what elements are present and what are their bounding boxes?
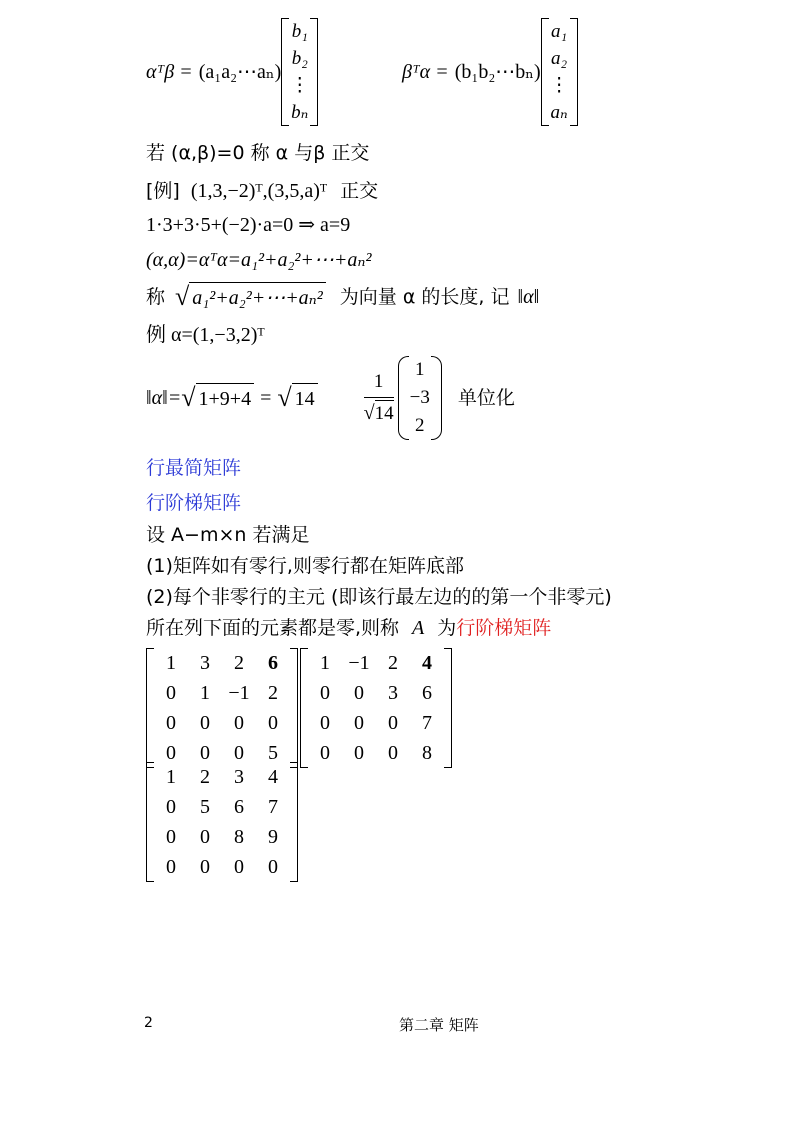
matrix-cell: 0 — [234, 712, 244, 734]
matrix-1 — [146, 648, 298, 768]
matrix-cell: 3 — [200, 652, 210, 674]
radical-sign: √ — [277, 383, 292, 412]
matrix-cell: 0 — [234, 856, 244, 878]
vector-entry-2: −3 — [409, 387, 430, 408]
vector-entry-1: 1 — [414, 359, 425, 380]
matrix-cell: 0 — [200, 856, 210, 878]
matrix-cell: 0 — [200, 742, 210, 764]
matrix-cell: 2 — [200, 766, 210, 788]
row-vector-a: (a₁a₂⋯aₙ) — [198, 61, 282, 83]
col-b-n: bₙ — [291, 102, 309, 123]
sum-squares-radicand: a₁²+a₂²+⋯+aₙ² — [189, 282, 326, 312]
heading-row-echelon: 行阶梯矩阵 — [146, 492, 242, 514]
page-number: 2 — [144, 1015, 153, 1031]
vector-entry-3: 2 — [414, 415, 425, 436]
radicand-1-9-4: 1+9+4 — [196, 383, 255, 413]
length-definition — [146, 282, 539, 312]
matrix-cell: 0 — [234, 742, 244, 764]
cond3-mid: 为 — [437, 617, 457, 639]
matrix-cell: 1 — [320, 652, 330, 674]
column-vector-a — [541, 18, 578, 126]
normalize-label: 单位化 — [457, 387, 515, 409]
norm-lhs: ‖α‖= — [146, 387, 182, 409]
matrix-cell: 1 — [166, 652, 176, 674]
norm-computation — [146, 358, 515, 438]
col-a-1: a₁ — [551, 21, 568, 42]
matrix-cell: 4 — [268, 766, 278, 788]
matrix-cell: 0 — [200, 712, 210, 734]
radical-sign: √ — [175, 282, 190, 311]
matrix-cell: 0 — [166, 796, 176, 818]
matrix-cell: 6 — [422, 682, 432, 704]
matrix-cell: 6 — [268, 652, 278, 674]
matrix-cell: 3 — [388, 682, 398, 704]
matrix-cell: 7 — [422, 712, 432, 734]
matrix-cell: 0 — [354, 712, 364, 734]
sqrt-1-9-4 — [181, 383, 254, 413]
radical-sign: √ — [363, 402, 375, 424]
equals-sign: = — [260, 387, 272, 409]
matrix-cell: 0 — [354, 742, 364, 764]
example1-vectors: (1,3,−2)ᵀ,(3,5,a)ᵀ — [190, 180, 328, 202]
length-prefix: 称 — [146, 286, 166, 308]
matrix-cell: 4 — [422, 652, 432, 674]
lhs-alpha-t-beta: αᵀβ = — [146, 61, 193, 83]
vector-1-neg3-2 — [398, 356, 442, 440]
col-b-dots: ⋮ — [290, 75, 310, 96]
heading-row-simplest: 行最简矩阵 — [146, 457, 242, 479]
echelon-intro: 设 A−m×n 若满足 — [146, 524, 310, 546]
example1-tail: 正交 — [340, 180, 379, 202]
matrix-cell: 1 — [166, 766, 176, 788]
matrix-cell: 0 — [200, 826, 210, 848]
matrix-cell: 7 — [268, 796, 278, 818]
matrix-cell: 2 — [234, 652, 244, 674]
matrix-cell: 0 — [166, 712, 176, 734]
chapter-title: 第二章 矩阵 — [399, 1016, 479, 1034]
matrix-3-wrap — [146, 762, 298, 882]
matrices-row — [146, 648, 452, 768]
norm-square-formula: (α,α)=αᵀα=a₁²+a₂²+⋯+aₙ² — [146, 249, 372, 271]
fraction-numerator: 1 — [373, 371, 384, 392]
matrix-cell: 0 — [166, 682, 176, 704]
matrix-cell: 0 — [320, 682, 330, 704]
col-a-dots: ⋮ — [549, 75, 569, 96]
orthogonal-definition: 若 (α,β)=0 称 α 与β 正交 — [146, 142, 370, 164]
col-b-1: b₁ — [291, 21, 308, 42]
sqrt-14 — [277, 383, 317, 413]
col-a-2: a₂ — [551, 48, 568, 69]
matrix-cell: 0 — [166, 856, 176, 878]
denominator-radicand: 14 — [375, 400, 394, 427]
echelon-condition-2: (2)每个非零行的主元 (即该行最左边的的第一个非零元) — [146, 586, 612, 608]
length-middle-text: 为向量 α 的长度, 记 — [339, 286, 510, 308]
matrix-cell: 2 — [388, 652, 398, 674]
matrix-cell: 0 — [388, 742, 398, 764]
matrix-cell: 3 — [234, 766, 244, 788]
matrix-cell: 8 — [422, 742, 432, 764]
radical-sign: √ — [181, 383, 196, 412]
cond3-term: 行阶梯矩阵 — [456, 617, 552, 639]
example1-label: [例] — [146, 180, 180, 202]
matrix-cell: 0 — [320, 712, 330, 734]
matrix-cell: 0 — [388, 712, 398, 734]
col-b-2: b₂ — [291, 48, 308, 69]
matrix-cell: 0 — [268, 712, 278, 734]
matrix-cell: 2 — [268, 682, 278, 704]
example1-calculation: 1·3+3·5+(−2)·a=0 ⇒ a=9 — [146, 214, 351, 236]
norm-symbol: ‖α‖ — [517, 286, 540, 308]
matrix-cell: 0 — [166, 826, 176, 848]
matrix-cell: 0 — [354, 682, 364, 704]
inner-product-beta-alpha — [402, 18, 578, 126]
row-vector-b: (b₁b₂⋯bₙ) — [454, 61, 541, 83]
matrix-cell: 0 — [268, 856, 278, 878]
matrix-2 — [300, 648, 452, 768]
cond3-prefix: 所在列下面的元素都是零,则称 — [146, 617, 400, 639]
matrix-cell: 0 — [166, 742, 176, 764]
unit-fraction — [364, 369, 394, 427]
column-vector-b — [281, 18, 318, 126]
matrix-cell: 8 — [234, 826, 244, 848]
matrix-cell: 6 — [234, 796, 244, 818]
sqrt-sum-squares — [175, 282, 326, 312]
cond3-var: A — [412, 617, 425, 639]
col-a-n: aₙ — [550, 102, 568, 123]
matrix-3 — [146, 762, 298, 882]
matrix-cell: 0 — [320, 742, 330, 764]
matrix-cell: −1 — [348, 652, 370, 674]
inner-product-alpha-beta — [146, 18, 318, 126]
radicand-14: 14 — [292, 383, 318, 413]
example1-line — [146, 178, 378, 204]
matrix-cell: 5 — [268, 742, 278, 764]
echelon-condition-1: (1)矩阵如有零行,则零行都在矩阵底部 — [146, 555, 464, 577]
matrix-cell: 5 — [200, 796, 210, 818]
matrix-cell: −1 — [228, 682, 250, 704]
echelon-condition-3 — [146, 615, 551, 641]
matrix-cell: 9 — [268, 826, 278, 848]
example2-line: 例 α=(1,−3,2)ᵀ — [146, 324, 265, 346]
fraction-denominator — [364, 397, 394, 427]
lhs-beta-t-alpha: βᵀα = — [402, 61, 449, 83]
matrix-cell: 1 — [200, 682, 210, 704]
